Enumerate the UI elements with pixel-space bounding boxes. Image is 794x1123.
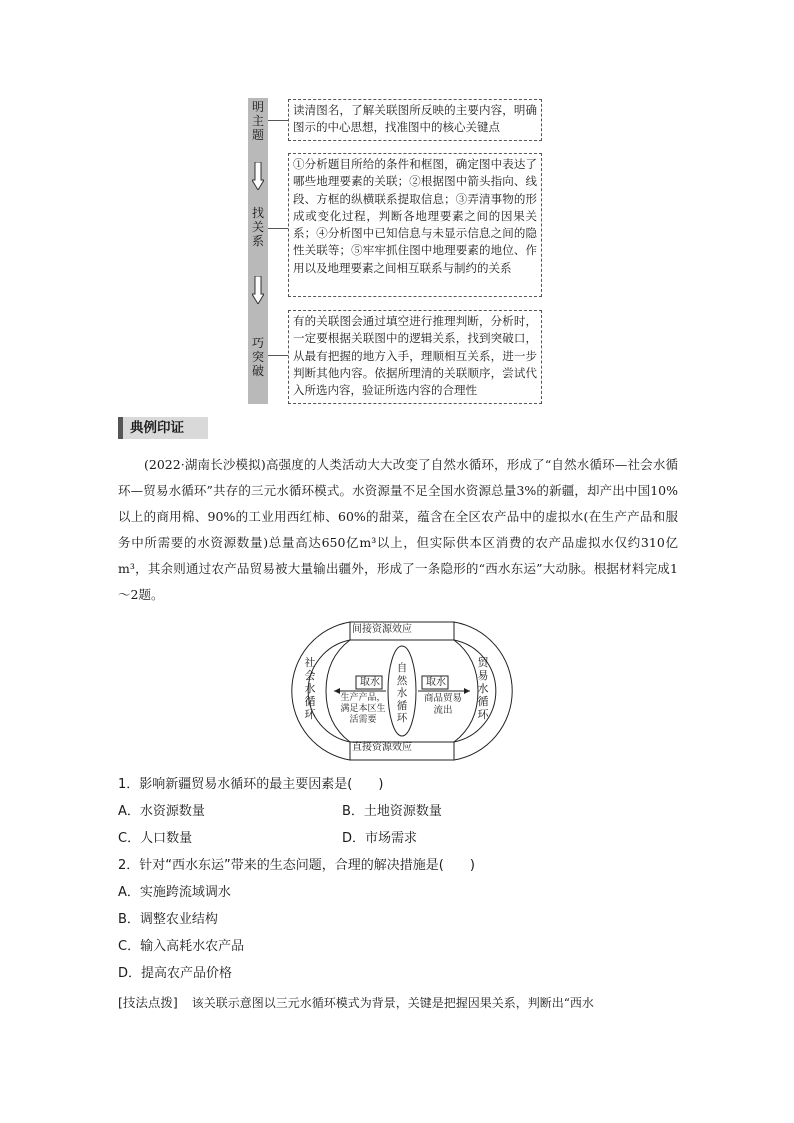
question-2-option-c[interactable]: C．输入高耗水农产品 xyxy=(118,939,245,954)
diagram-center-label: 自然水循环 xyxy=(396,662,408,724)
step-label-breakthrough: 巧突破 xyxy=(251,336,264,378)
arrow-down-icon xyxy=(252,276,264,304)
step-label-find-relation: 找关系 xyxy=(251,206,264,248)
diagram-right-sub xyxy=(418,693,468,717)
step-box-find-relation: ①分析题目所给的条件和框图，确定图中表达了哪些地理要素的关联；②根据图中箭头指向、线段、方框的纵横联系提取信息；③弄清事物的形成或变化过程，判断各地理要素之间的因果关系；④分析图中已知信息与未显示信息之间的隐性关联等；⑤牢牢抓住图中地理要素的地位、作用以及地理要素之间相互联系与制约的关系 xyxy=(288,153,542,297)
connector-line xyxy=(268,228,288,229)
diagram-left-sub-line: 生产产品， xyxy=(340,693,386,703)
question-2-option-d[interactable]: D．提高农产品价格 xyxy=(118,966,233,981)
diagram-top-label: 间接资源效应 xyxy=(352,624,412,635)
connector-line xyxy=(268,120,288,121)
question-1-stem: 1．影响新疆贸易水循环的最主要因素是( ) xyxy=(118,777,384,792)
tip-line xyxy=(118,994,594,1012)
diagram-left-label: 社会水循环 xyxy=(304,656,316,721)
question-1-option-c[interactable]: C．人口数量 xyxy=(118,831,193,846)
step-label-main-theme: 明主题 xyxy=(251,100,264,142)
diagram-left-sub-line: 活需要 xyxy=(349,715,377,725)
section-title: 典例印证 xyxy=(118,417,208,439)
tip-text: 该关联示意图以三元水循环模式为背景，关键是把握因果关系，判断出“西水 xyxy=(191,996,594,1010)
arrow-down-icon xyxy=(252,162,264,190)
step-box-main-theme: 读清图名，了解关联图所反映的主要内容，明确图示的中心思想，找准图中的核心关键点 xyxy=(288,99,542,141)
diagram-right-box: 取水 xyxy=(426,677,446,688)
question-2-stem: 2．针对“西水东运”带来的生态问题，合理的解决措施是( ) xyxy=(118,858,475,873)
question-1-option-d[interactable]: D．市场需求 xyxy=(342,831,418,846)
step-box-breakthrough: 有的关联图会通过填空进行推理判断，分析时，一定要根据关联图中的逻辑关系，找到突破口，从最有把握的地方入手，理顺相互关系，进一步判断其他内容。依据所理清的关联顺序，尝试代入所选内容，验证所选内容的合理性 xyxy=(288,310,542,404)
diagram-right-label: 贸易水循环 xyxy=(477,656,489,721)
material-paragraph: (2022·湖南长沙模拟)高强度的人类活动大大改变了自然水循环，形成了“自然水循环—社会水循环—贸易水循环”共存的三元水循环模式。水资源量不足全国水资源总量3%的新疆，却产出中国10%以上的商用棉、90%的工业用西红柿、60%的甜菜，蕴含在全区农产品中的虚拟水(在生产产品和服务中所需要的水资源数量)总量高达650亿m³以上，但实际供本区消费的农产品虚拟水仅约310亿m³，其余则通过农产品贸易被大量输出疆外，形成了一条隐形的“西水东运”大动脉。根据材料完成1～2题。 xyxy=(118,457,678,602)
tip-label: [技法点拨] xyxy=(118,995,178,1010)
diagram-bottom-label: 直接资源效应 xyxy=(352,742,412,753)
question-1-option-a[interactable]: A．水资源数量 xyxy=(118,804,205,819)
connector-line xyxy=(268,355,288,356)
diagram-right-sub-line: 流出 xyxy=(433,705,453,716)
question-2-option-a[interactable]: A．实施跨流域调水 xyxy=(118,885,231,900)
question-2-option-b[interactable]: B．调整农业结构 xyxy=(118,912,218,927)
diagram-left-sub-line: 满足本区生 xyxy=(340,704,386,714)
diagram-left-box: 取水 xyxy=(360,677,380,688)
question-1-option-b[interactable]: B．土地资源数量 xyxy=(342,804,442,819)
diagram-right-sub-line: 商品贸易 xyxy=(423,693,462,704)
diagram-left-sub xyxy=(336,693,390,726)
